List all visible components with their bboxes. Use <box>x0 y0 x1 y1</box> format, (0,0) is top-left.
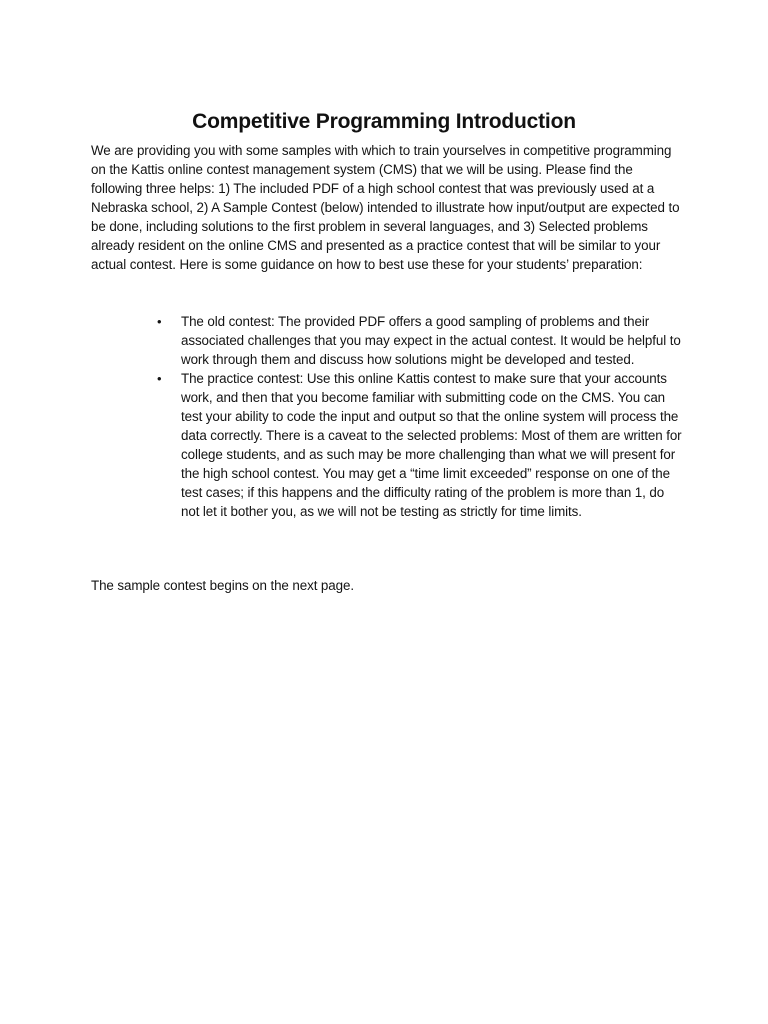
list-item <box>91 369 683 521</box>
list-item-text: The practice contest: Use this online Kattis contest to make sure that your accounts work, and then that you become familiar with submitting code on the CMS. You can test your ability to code the input and output so that the online system will process the data correctly. There is a caveat to the selected problems: Most of them are written for college students, and as such may be more challenging than what we will present for the high school contest. You may get a “time limit exceeded” response on one of the test cases; if this happens and the difficulty rating of the problem is more than 1, do not let it bother you, as we will not be testing as strictly for time limits. <box>181 371 682 519</box>
page-title: Competitive Programming Introduction <box>192 110 576 134</box>
list-item <box>91 312 683 369</box>
list-item-text: The old contest: The provided PDF offers a good sampling of problems and their associated challenges that you may expect in the actual contest. It would be helpful to work through them and discuss how solutions might be developed and tested. <box>181 314 681 367</box>
bullet-icon: • <box>157 314 162 329</box>
bullet-icon: • <box>157 371 162 386</box>
closing-paragraph: The sample contest begins on the next page. <box>91 578 354 593</box>
guidance-list <box>91 312 683 521</box>
intro-paragraph: We are providing you with some samples with which to train yourselves in competitive programming on the Kattis online contest management system (CMS) that we will be using. Please find the following three helps: 1) The included PDF of a high school contest that was previously used at a Nebraska school, 2) A Sample Contest (below) intended to illustrate how input/output are expected to be done, including solutions to the first problem in several languages, and 3) Selected problems already resident on the online CMS and presented as a practice contest that will be similar to your actual contest. Here is some guidance on how to best use these for your students’ preparation: <box>91 143 680 272</box>
